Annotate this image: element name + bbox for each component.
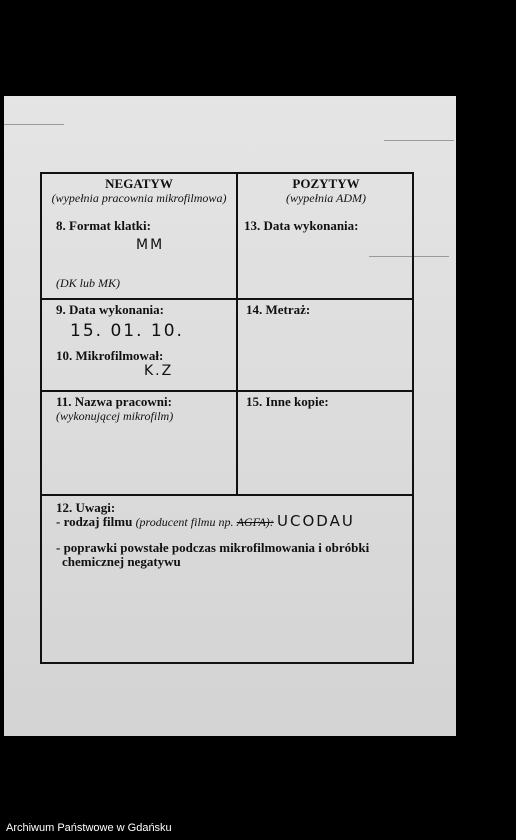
row-divider [42,494,412,496]
scan-mark [384,140,454,141]
field-8-label: 8. Format klatki: [56,218,151,233]
negatyw-subtitle: (wypełnia pracownia mikrofilmowa) [51,191,227,205]
film-type-strike: AGFA): [236,515,274,529]
film-type-line [56,514,355,530]
corrections-line: - poprawki powstałe podczas mikrofilmowania i obróbki [56,540,370,555]
negatyw-title: NEGATYW [105,176,173,191]
field-13-label: 13. Data wykonania: [244,218,359,233]
microfilm-form [40,172,414,664]
field-15-label: 15. Inne kopie: [246,394,329,409]
archive-footer: Archiwum Państwowe w Gdańsku [6,822,172,834]
field-12-label: 12. Uwagi: [56,500,116,515]
field-9-value: 15. 01. 10. [70,321,184,341]
corrections-line-2: chemicznej negatywu [62,554,181,569]
scan-mark [4,124,64,125]
field-9-label: 9. Data wykonania: [56,302,164,317]
field-11-note: (wykonującej mikrofilm) [56,409,174,423]
field-11-label: 11. Nazwa pracowni: [56,394,172,409]
pozytyw-subtitle: (wypełnia ADM) [285,191,367,205]
field-8-value: MM [136,237,165,253]
field-14-label: 14. Metraż: [246,302,311,317]
film-type-label: - rodzaj filmu [56,514,133,529]
field-10-value: K.Z [144,363,174,379]
row-divider [42,390,412,392]
film-type-value: UCODAU [277,512,355,530]
row-divider [42,298,412,300]
field-8-note: (DK lub MK) [56,276,120,290]
pozytyw-title: POZYTYW [292,176,360,191]
column-divider [236,174,238,496]
film-type-note: (producent filmu np. [135,515,234,529]
field-10-label: 10. Mikrofilmował: [56,348,164,363]
